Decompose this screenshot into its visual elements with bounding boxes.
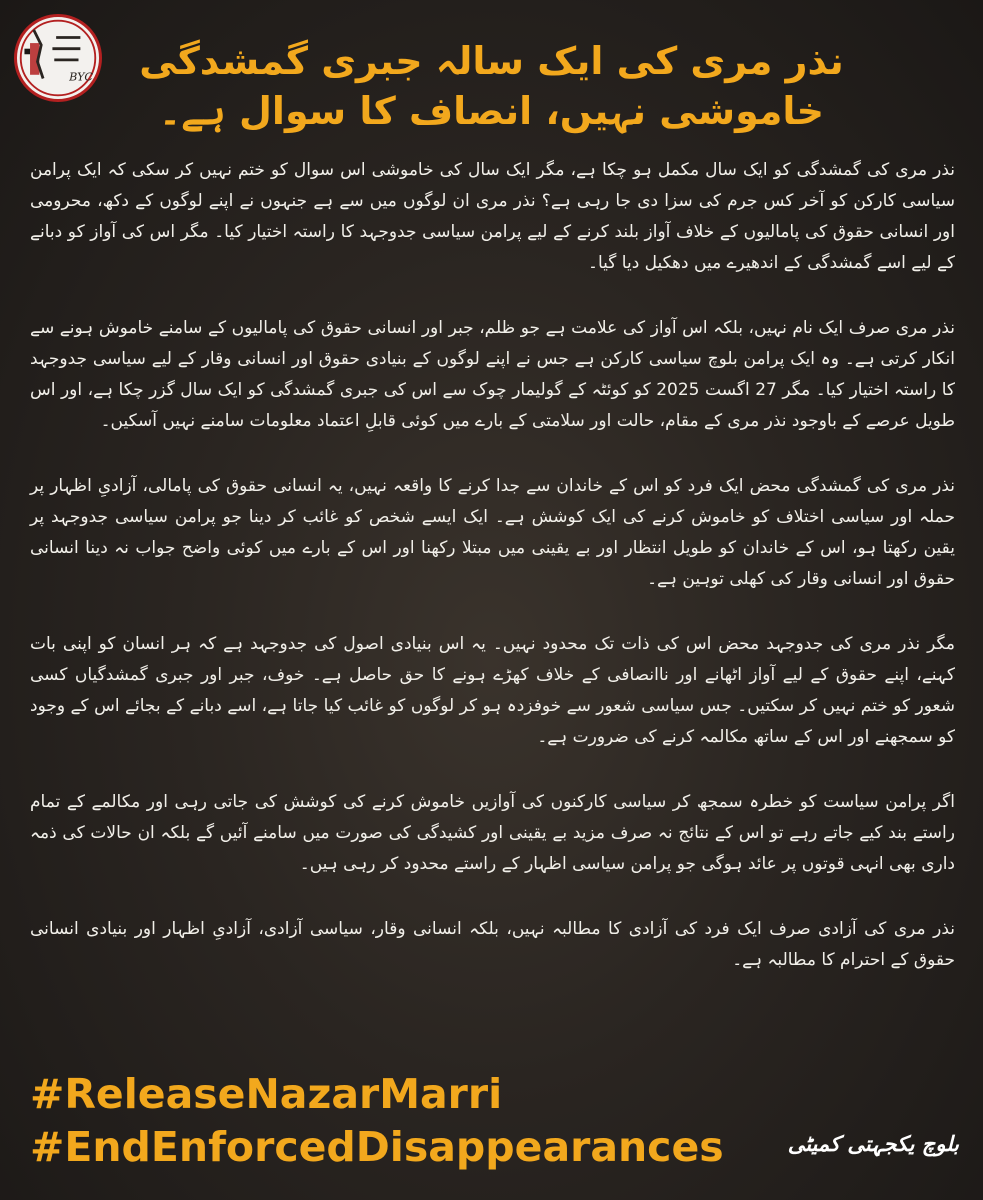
byc-logo [14, 14, 102, 102]
paragraph-4: مگر نذر مری کی جدوجہد محض اس کی ذات تک محدود نہیں۔ یہ اس بنیادی اصول کی جدوجہد ہے کہ ہر انسان کو اپنی بات کہنے، اپنے حقوق کے لیے آواز اٹھانے اور ناانصافی کے خلاف کھڑے ہونے کا حق حاصل ہے۔ خوف، جبر اور جبری گمشدگیاں کسی شعور کو ختم نہیں کر سکتیں۔ جس سیاسی شعور سے خوفزدہ ہو کر لوگوں کو غائب کیا جاتا ہے، اسے دبانے کے بجائے اس کے وجود کو سمجھنے اور اس کے ساتھ مکالمہ کرنے کی ضرورت ہے۔ [30, 634, 955, 747]
svg-text:BYC: BYC [69, 70, 93, 84]
headline-line-2: خاموشی نہیں، انصاف کا سوال ہے۔ [158, 89, 825, 133]
headline-line-1: نذر مری کی ایک سالہ جبری گمشدگی [139, 39, 844, 83]
paragraph-2: نذر مری صرف ایک نام نہیں، بلکہ اس آواز کی علامت ہے جو ظلم، جبر اور انسانی حقوق کی پامالیوں کے سامنے خاموش ہونے سے انکار کرتی ہے۔ وہ ایک پرامن بلوچ سیاسی کارکن ہے جس نے اپنے لوگوں کے بنیادی حقوق اور انسانی وقار کے لیے سیاسی جدوجہد کا راستہ اختیار کیا۔ مگر 27 اگست 2025 کو کوئٹہ کے گولیمار چوک سے اس کی جبری گمشدگی کو ایک سال گزر چکا ہے، اور اس طویل عرصے کے باوجود نذر مری کے مقام، حالت اور سلامتی کے بارے میں کوئی قابلِ اعتماد معلومات سامنے نہیں آسکیں۔ [30, 318, 956, 431]
paragraph-3: نذر مری کی گمشدگی محض ایک فرد کو اس کے خاندان سے جدا کرنے کا واقعہ نہیں، یہ انسانی حقوق کی پامالی، آزادیِ اظہار پر حملہ اور سیاسی اختلاف کو خاموش کرنے کی ایک کوشش ہے۔ ایک ایسے شخص کو غائب کر دینا جو پرامن سیاسی جدوجہد پر یقین رکھتا ہو، اس کے خاندان کو طویل انتظار اور بے یقینی میں مبتلا رکھنا اور اس کے بارے میں کوئی واضح جواب نہ دینا انسانی حقوق اور انسانی وقار کی کھلی توہین ہے۔ [30, 476, 955, 589]
paragraph-6: نذر مری کی آزادی صرف ایک فرد کی آزادی کا مطالبہ نہیں، بلکہ انسانی وقار، سیاسی آزادی، آزادیِ اظہار اور بنیادی انسانی حقوق کے احترام کا مطالبہ ہے۔ [30, 919, 955, 970]
hashtag-release-nazar-marri[interactable]: #ReleaseNazarMarri [30, 1070, 503, 1118]
headline [120, 36, 863, 136]
byc-seal-icon [17, 17, 99, 99]
hashtag-end-enforced-disappearances[interactable]: #EndEnforcedDisappearances [30, 1123, 724, 1171]
signature-byc: بلوچ یکجہتی کمیٹی [787, 1132, 959, 1156]
paragraph-5: اگر پرامن سیاست کو خطرہ سمجھ کر سیاسی کارکنوں کی آوازیں خاموش کرنے کی کوشش کی جاتی رہی اور مکالمے کے تمام راستے بند کیے جاتے رہے تو اس کے نتائج نہ صرف مزید بے یقینی اور کشیدگی کی صورت میں سامنے آئیں گے بلکہ ان حالات کی ذمہ داری بھی انہی قوتوں پر عائد ہوگی جو پرامن سیاسی اظہار کے راستے محدود کر رہی ہیں۔ [30, 792, 955, 874]
article-body [30, 155, 955, 1010]
paragraph-1: نذر مری کی گمشدگی کو ایک سال مکمل ہو چکا ہے، مگر ایک سال کی خاموشی اس سوال کو ختم نہیں کر سکی کہ ایک پرامن سیاسی کارکن کو آخر کس جرم کی سزا دی جا رہی ہے؟ نذر مری ان لوگوں میں سے ہے جنہوں نے اپنے لوگوں کے دکھ، محرومی اور انسانی حقوق کی پامالیوں کے خلاف آواز بلند کرنے کے لیے پرامن سیاسی جدوجہد کا راستہ اختیار کیا۔ مگر اس کی آواز کو دبانے کے لیے اسے گمشدگی کے اندھیرے میں دھکیل دیا گیا۔ [30, 160, 955, 273]
hashtag-block [30, 1068, 724, 1174]
